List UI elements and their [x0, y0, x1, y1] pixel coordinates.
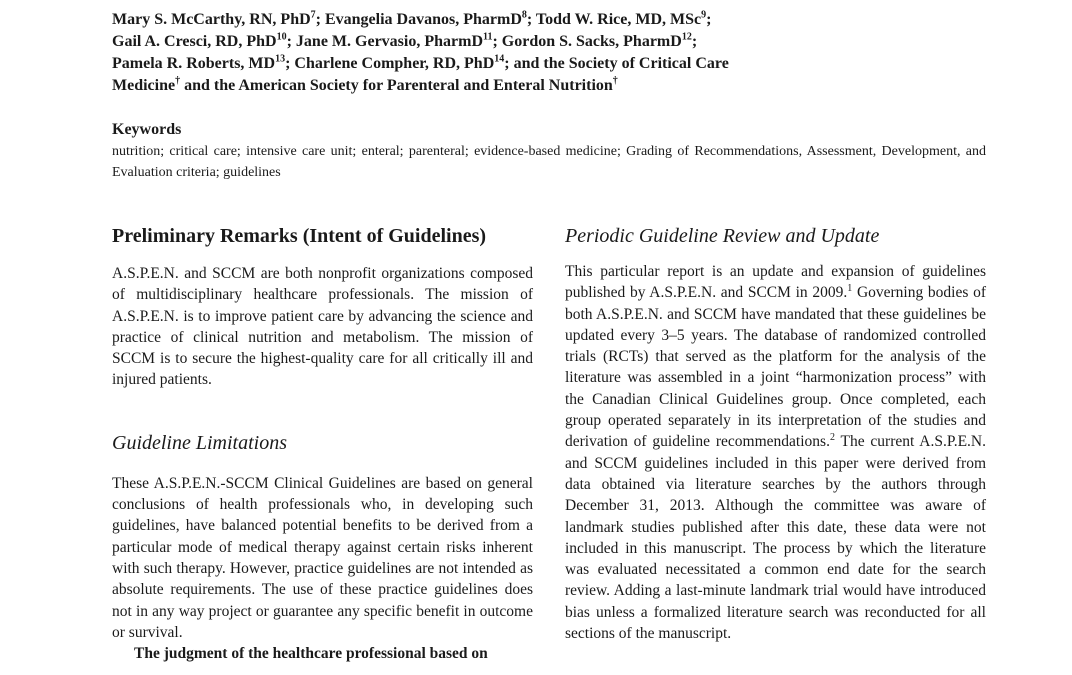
- author-list: [112, 0, 932, 97]
- author-affiliation: 11: [483, 31, 493, 43]
- author-separator: ;: [492, 33, 502, 50]
- author-separator: ;: [286, 33, 296, 50]
- author-name: Medicine: [112, 77, 176, 94]
- review-text-part1: This particular report is an update and expansion of guidelines published by A.S.P.E.N. and SCCM in 2009.: [565, 263, 986, 302]
- section-heading-preliminary-remarks: Preliminary Remarks (Intent of Guidelines): [112, 225, 487, 247]
- author-affiliation: †: [175, 75, 181, 87]
- author-separator: ;: [526, 11, 536, 28]
- author-name: Evangelia Davanos, PharmD: [324, 11, 522, 28]
- review-text-part3: The current A.S.P.E.N. and SCCM guidelines included in this paper were derived from data obtained via literature searches by the authors through December 31, 2013. Although the committee was aware of landmark studies published after this date, these data were not included in this manuscript. The process by which the literature was evaluated necessitated a common end date for the search review. Adding a last-minute landmark trial would have introduced bias unless a formalized literature search was reconducted for all sections of the manuscript.: [565, 433, 987, 643]
- author-affiliation: 7: [310, 9, 316, 21]
- author-affiliation: 9: [701, 9, 707, 21]
- author-name: Gail A. Cresci, RD, PhD: [112, 33, 277, 50]
- keywords-text: nutrition; critical care; intensive care unit; enteral; parenteral; evidence-based medicine; Grading of Recommendations, Assessment, Development, and Evaluation criteria; guidelines: [112, 144, 986, 180]
- author-name: Pamela R. Roberts, MD: [112, 55, 276, 72]
- author-affiliation: 10: [276, 31, 287, 43]
- author-separator: ; and the Society of Critical Care: [504, 55, 729, 72]
- author-name: Charlene Compher, RD, PhD: [294, 55, 495, 72]
- author-affiliation: 8: [521, 9, 527, 21]
- author-separator: ;: [315, 11, 325, 28]
- author-affiliation: 13: [275, 53, 286, 65]
- right-column: [565, 224, 986, 644]
- author-affiliation: 12: [681, 31, 692, 43]
- left-column: [112, 224, 533, 664]
- review-paragraph: [565, 261, 986, 644]
- author-name: Jane M. Gervasio, PharmD: [295, 33, 483, 50]
- author-separator: and the American Society for Parenteral and Enteral Nutrition: [180, 77, 613, 94]
- author-separator: ;: [706, 11, 712, 28]
- author-affiliation: 14: [494, 53, 505, 65]
- citation-ref-1: 1: [847, 283, 853, 295]
- judgment-paragraph-start: The judgment of the healthcare professional based on: [134, 645, 488, 663]
- review-text-part2: Governing bodies of both A.S.P.E.N. and SCCM have mandated that these guidelines be updated every 3–5 years. The database of randomized controlled trials (RCTs) that served as the platform for the analysis of the literature was assembled in a joint “harmonization process” with the Canadian Clinical Guidelines group. Once completed, each group operated separately in its interpretation of the studies and derivation of guideline recommendations.: [565, 284, 987, 451]
- author-name: Todd W. Rice, MD, MSc: [535, 11, 702, 28]
- subheading-periodic-review: Periodic Guideline Review and Update: [565, 225, 880, 247]
- citation-ref-2: 2: [829, 432, 835, 444]
- intent-paragraph: A.S.P.E.N. and SCCM are both nonprofit organizations composed of multidisciplinary healthcare professionals. The mission of A.S.P.E.N. is to improve patient care by advancing the science and practice of clinical nutrition and metabolism. The mission of SCCM is to secure the highest-quality care for all critically ill and injured patients.: [112, 265, 533, 389]
- keywords-heading: Keywords: [112, 121, 182, 138]
- author-separator: ;: [285, 55, 295, 72]
- subheading-guideline-limitations: Guideline Limitations: [112, 431, 287, 454]
- author-affiliation: †: [612, 75, 618, 87]
- author-line-0: [112, 0, 116, 6]
- author-name: Gordon S. Sacks, PharmD: [501, 33, 682, 50]
- author-separator: ;: [691, 33, 698, 50]
- limitations-paragraph: These A.S.P.E.N.-SCCM Clinical Guidelines are based on general conclusions of health professionals who, in developing such guidelines, have balanced potential benefits to be derived from a particular mode of medical therapy against certain risks inherent with such therapy. However, practice guidelines are not intended as absolute requirements. The use of these practice guidelines does not in any way project or guarantee any specific benefit in outcome or survival.: [112, 474, 533, 641]
- author-name: Mary S. McCarthy, RN, PhD: [112, 11, 311, 28]
